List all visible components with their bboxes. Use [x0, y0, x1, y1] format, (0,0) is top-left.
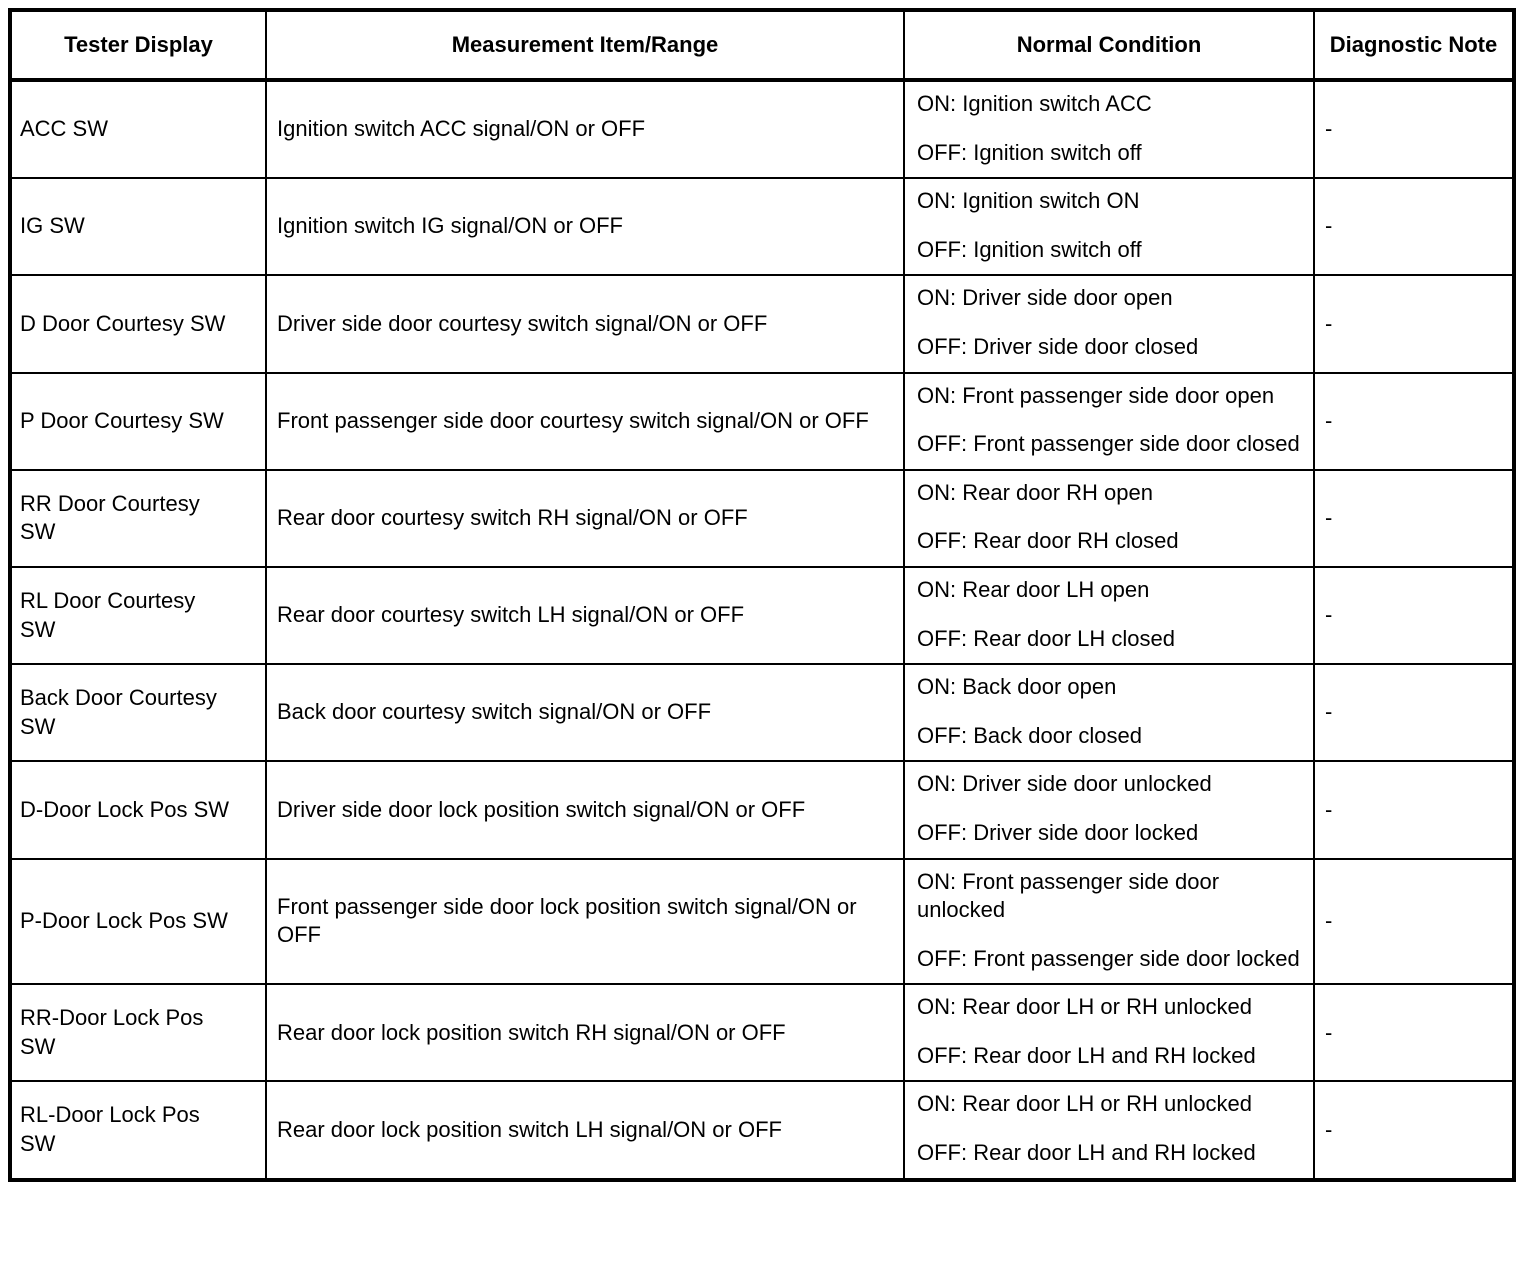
measurement-item-cell: Ignition switch ACC signal/ON or OFF: [266, 80, 904, 178]
table-header-row: [10, 10, 1514, 80]
condition-off: OFF: Driver side door locked: [917, 819, 1199, 845]
diagnostic-note-cell: -: [1314, 859, 1514, 985]
condition-off: OFF: Front passenger side door locked: [917, 945, 1300, 971]
condition-on: ON: Rear door RH open: [917, 479, 1153, 505]
diagnostic-note-cell: -: [1314, 80, 1514, 178]
measurement-item-cell: Front passenger side door lock position switch signal/ON or OFF: [266, 859, 904, 985]
condition-off: OFF: Rear door LH closed: [917, 625, 1175, 651]
condition-on: ON: Front passenger side door open: [917, 382, 1275, 408]
condition-on: ON: Back door open: [917, 674, 1117, 700]
diagnostic-note-cell: -: [1314, 373, 1514, 470]
tester-display-cell: RL-Door Lock Pos SW: [10, 1081, 266, 1179]
measurement-item-cell: Rear door courtesy switch LH signal/ON or OFF: [266, 567, 904, 664]
normal-condition-cell: [904, 470, 1314, 567]
table-row: [10, 567, 1514, 664]
condition-off: OFF: Ignition switch off: [917, 236, 1142, 262]
condition-off: OFF: Driver side door closed: [917, 333, 1199, 359]
condition-off: OFF: Rear door LH and RH locked: [917, 1140, 1256, 1166]
tester-display-cell: RR-Door Lock Pos SW: [10, 984, 266, 1081]
table-row: [10, 80, 1514, 178]
table-row: [10, 178, 1514, 275]
normal-condition-cell: [904, 275, 1314, 372]
header-measurement-item-range: Measurement Item/Range: [266, 10, 904, 80]
measurement-item-cell: Front passenger side door courtesy switch signal/ON or OFF: [266, 373, 904, 470]
header-normal-condition: Normal Condition: [904, 10, 1314, 80]
normal-condition-cell: [904, 984, 1314, 1081]
normal-condition-cell: [904, 664, 1314, 761]
normal-condition-cell: [904, 178, 1314, 275]
table-row: [10, 984, 1514, 1081]
tester-display-cell: IG SW: [10, 178, 266, 275]
tester-display-cell: D-Door Lock Pos SW: [10, 761, 266, 858]
normal-condition-cell: [904, 567, 1314, 664]
diagnostic-note-cell: -: [1314, 275, 1514, 372]
header-tester-display: Tester Display: [10, 10, 266, 80]
header-diagnostic-note: Diagnostic Note: [1314, 10, 1514, 80]
condition-off: OFF: Front passenger side door closed: [917, 431, 1300, 457]
diagnostic-data-table: [8, 8, 1516, 1182]
condition-on: ON: Ignition switch ON: [917, 188, 1140, 214]
measurement-item-cell: Ignition switch IG signal/ON or OFF: [266, 178, 904, 275]
table-row: [10, 275, 1514, 372]
condition-off: OFF: Rear door RH closed: [917, 528, 1179, 554]
diagnostic-note-cell: -: [1314, 664, 1514, 761]
condition-off: OFF: Rear door LH and RH locked: [917, 1042, 1256, 1068]
measurement-item-cell: Rear door lock position switch LH signal/ON or OFF: [266, 1081, 904, 1179]
tester-display-cell: D Door Courtesy SW: [10, 275, 266, 372]
condition-off: OFF: Ignition switch off: [917, 139, 1142, 165]
measurement-item-cell: Driver side door lock position switch signal/ON or OFF: [266, 761, 904, 858]
measurement-item-cell: Rear door courtesy switch RH signal/ON or OFF: [266, 470, 904, 567]
tester-display-cell: Back Door Courtesy SW: [10, 664, 266, 761]
diagnostic-note-cell: -: [1314, 761, 1514, 858]
tester-display-cell: ACC SW: [10, 80, 266, 178]
normal-condition-cell: [904, 859, 1314, 985]
tester-display-cell: P-Door Lock Pos SW: [10, 859, 266, 985]
tester-display-cell: RL Door Courtesy SW: [10, 567, 266, 664]
table-row: [10, 664, 1514, 761]
tester-display-cell: P Door Courtesy SW: [10, 373, 266, 470]
table-row: [10, 1081, 1514, 1179]
condition-on: ON: Driver side door open: [917, 285, 1173, 311]
condition-on: ON: Rear door LH or RH unlocked: [917, 1091, 1253, 1117]
tester-display-cell: RR Door Courtesy SW: [10, 470, 266, 567]
table-row: [10, 761, 1514, 858]
condition-on: ON: Rear door LH open: [917, 576, 1150, 602]
normal-condition-cell: [904, 373, 1314, 470]
table-row: [10, 373, 1514, 470]
diagnostic-note-cell: -: [1314, 1081, 1514, 1179]
normal-condition-cell: [904, 1081, 1314, 1179]
condition-on: ON: Rear door LH or RH unlocked: [917, 994, 1253, 1020]
diagnostic-note-cell: -: [1314, 470, 1514, 567]
table-row: [10, 859, 1514, 985]
diagnostic-note-cell: -: [1314, 178, 1514, 275]
condition-on: ON: Front passenger side door unlocked: [917, 868, 1220, 923]
measurement-item-cell: Driver side door courtesy switch signal/ON or OFF: [266, 275, 904, 372]
condition-on: ON: Driver side door unlocked: [917, 771, 1212, 797]
measurement-item-cell: Back door courtesy switch signal/ON or OFF: [266, 664, 904, 761]
normal-condition-cell: [904, 80, 1314, 178]
diagnostic-note-cell: -: [1314, 567, 1514, 664]
measurement-item-cell: Rear door lock position switch RH signal/ON or OFF: [266, 984, 904, 1081]
normal-condition-cell: [904, 761, 1314, 858]
condition-off: OFF: Back door closed: [917, 722, 1142, 748]
table-row: [10, 470, 1514, 567]
diagnostic-note-cell: -: [1314, 984, 1514, 1081]
condition-on: ON: Ignition switch ACC: [917, 91, 1152, 116]
